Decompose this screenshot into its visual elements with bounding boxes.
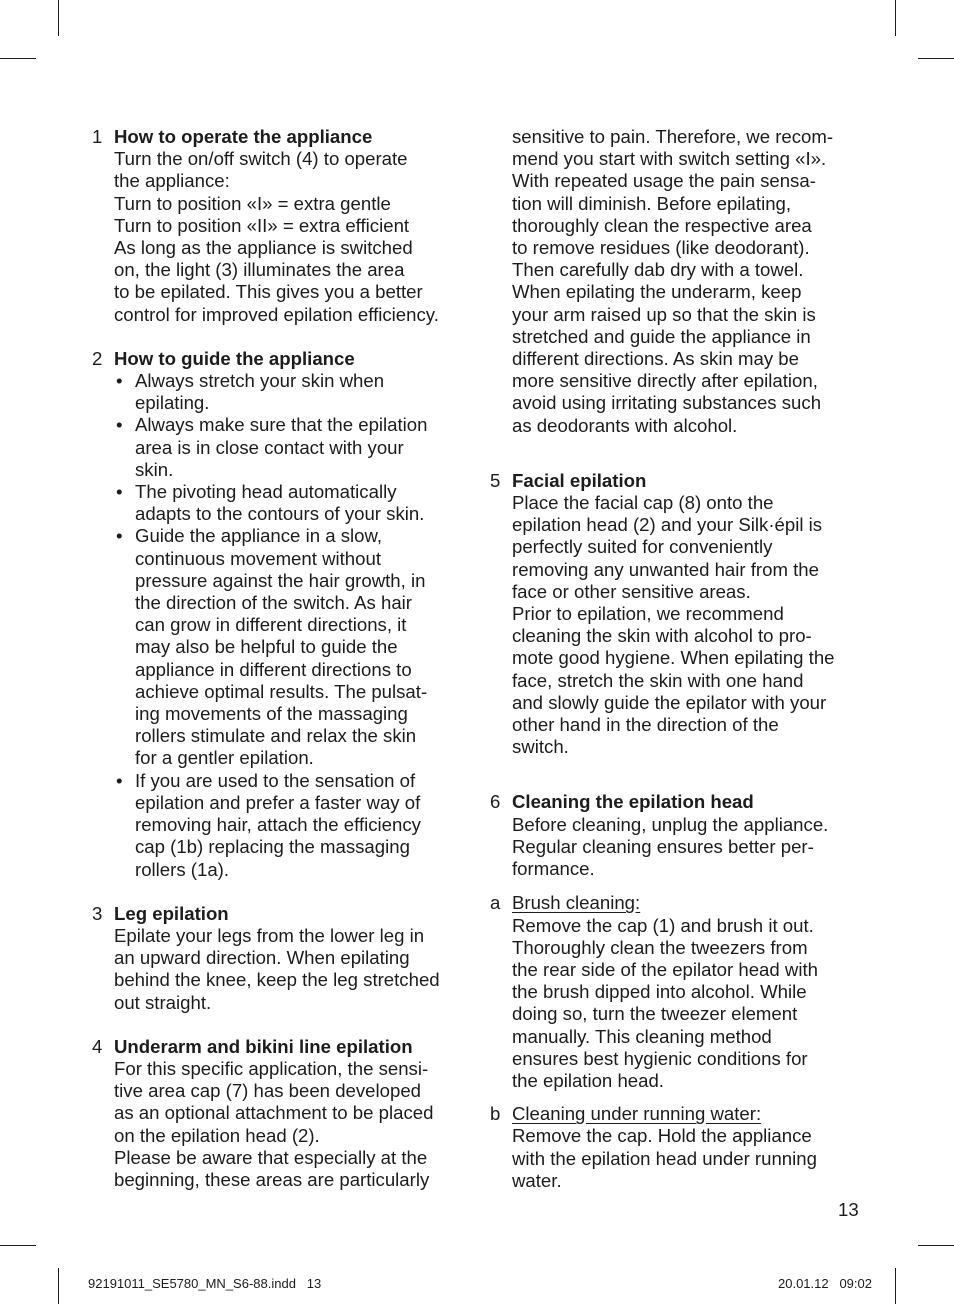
body-line: For this specific application, the sensi- — [114, 1057, 429, 1079]
bullet-icon: • — [116, 414, 123, 436]
body-line: removing any unwanted hair from the — [512, 558, 819, 580]
subsection-heading: Brush cleaning: — [512, 892, 641, 914]
section-facial — [490, 470, 870, 759]
body-line: removing hair, attach the efficiency — [135, 814, 421, 836]
section-number: 1 — [92, 126, 103, 147]
body-line: an upward direction. When epilating — [114, 947, 410, 969]
subsection-heading: Cleaning under running water: — [512, 1103, 762, 1125]
body-line: Place the facial cap (8) onto the — [512, 492, 774, 514]
body-line: cap (1b) replacing the massaging — [135, 836, 410, 858]
body-line: the appliance: — [114, 170, 230, 192]
crop-mark — [895, 0, 896, 36]
bullet-icon: • — [116, 370, 123, 392]
body-line: the brush dipped into alcohol. While — [512, 981, 807, 1003]
body-line: on the epilation head (2). — [114, 1124, 320, 1146]
subsection-letter: b — [490, 1103, 501, 1125]
section-title: Facial epilation — [512, 469, 647, 491]
crop-mark — [918, 58, 954, 59]
body-line: Always make sure that the epilation — [135, 414, 428, 436]
section-guide — [92, 348, 472, 881]
body-line: Thoroughly clean the tweezers from — [512, 936, 808, 958]
body-line: Epilate your legs from the lower leg in — [114, 924, 425, 946]
body-line: Turn to position «I» = extra gentle — [114, 192, 391, 214]
crop-mark — [918, 1245, 954, 1246]
body-line: continuous movement without — [135, 547, 381, 569]
body-line: to remove residues (like deodorant). — [512, 237, 810, 259]
body-line: thoroughly clean the respective area — [512, 214, 812, 236]
body-line: When epilating the underarm, keep — [512, 281, 802, 303]
bullet-icon: • — [116, 769, 123, 791]
body-line: Then carefully dab dry with a towel. — [512, 259, 804, 281]
bullet-icon: • — [116, 525, 123, 547]
section-number: 2 — [92, 347, 103, 369]
body-line: As long as the appliance is switched — [114, 237, 413, 259]
body-line: face or other sensitive areas. — [512, 580, 751, 602]
crop-mark — [58, 1268, 59, 1304]
body-line: may also be helpful to guide the — [135, 636, 398, 658]
body-line: cleaning the skin with alcohol to pro- — [512, 625, 812, 647]
body-line: achieve optimal results. The pulsat- — [135, 680, 428, 702]
crop-mark — [895, 1268, 896, 1304]
body-line: avoid using irritating substances such — [512, 392, 822, 414]
body-line: other hand in the direction of the — [512, 714, 779, 736]
body-line: epilation and prefer a faster way of — [135, 791, 421, 813]
body-line: adapts to the contours of your skin. — [135, 503, 425, 525]
body-line: and slowly guide the epilator with your — [512, 691, 827, 713]
body-line: manually. This cleaning method — [512, 1025, 772, 1047]
crop-mark — [0, 58, 36, 59]
body-line: different directions. As skin may be — [512, 348, 799, 370]
section-title: Cleaning the epilation head — [512, 791, 754, 813]
left-column — [92, 126, 472, 1191]
body-line: Before cleaning, unplug the appliance. — [512, 813, 829, 835]
body-line: Always stretch your skin when — [135, 370, 385, 392]
section-operate — [92, 126, 472, 326]
body-line: appliance in different directions to — [135, 658, 412, 680]
list-item — [114, 414, 472, 481]
body-line: behind the knee, keep the leg stretched — [114, 969, 440, 991]
section-number: 3 — [92, 902, 103, 924]
body-line: tion will diminish. Before epilating, — [512, 192, 792, 214]
page-number: 13 — [838, 1199, 859, 1220]
body-line: Remove the cap (1) and brush it out. — [512, 914, 814, 936]
body-line: the epilation head. — [512, 1069, 664, 1091]
body-line: mote good hygiene. When epilating the — [512, 647, 835, 669]
section-number: 4 — [92, 1035, 103, 1057]
body-line: to be epilated. This gives you a better — [114, 281, 423, 303]
section-title: Underarm and bikini line epilation — [114, 1035, 413, 1057]
body-line: skin. — [135, 458, 174, 480]
body-line: area is in close contact with your — [135, 436, 404, 458]
body-line: switch. — [512, 736, 569, 758]
body-line: control for improved epilation efficiency. — [114, 303, 439, 325]
body-line: pressure against the hair growth, in — [135, 569, 426, 591]
body-line: doing so, turn the tweezer element — [512, 1003, 798, 1025]
body-line: If you are used to the sensation of — [135, 769, 416, 791]
section-number: 5 — [490, 469, 501, 491]
body-line: rollers (1a). — [135, 858, 230, 880]
body-line: as an optional attachment to be placed — [114, 1102, 434, 1124]
body-line: Turn the on/off switch (4) to operate — [114, 148, 408, 170]
body-line: sensitive to pain. Therefore, we recom- — [512, 126, 834, 147]
body-line: rollers stimulate and relax the skin — [135, 725, 417, 747]
crop-mark — [58, 0, 59, 36]
right-column — [490, 126, 870, 1192]
footer-timestamp: 20.01.12 09:02 — [778, 1276, 872, 1291]
subsection-brush-cleaning — [490, 892, 870, 1092]
body-line: mend you start with switch setting «I». — [512, 148, 827, 170]
body-line: your arm raised up so that the skin is — [512, 303, 816, 325]
body-line: formance. — [512, 858, 595, 880]
body-line: The pivoting head automatically — [135, 481, 397, 503]
footer-filename: 92191011_SE5780_MN_S6-88.indd 13 — [88, 1276, 322, 1291]
body-line: Remove the cap. Hold the appliance — [512, 1125, 812, 1147]
body-line: face, stretch the skin with one hand — [512, 669, 804, 691]
subsection-running-water — [490, 1103, 870, 1192]
section-title: Leg epilation — [114, 902, 229, 924]
body-line: for a gentler epilation. — [135, 747, 314, 769]
body-line: epilation head (2) and your Silk·épil is — [512, 514, 823, 536]
section-title: How to guide the appliance — [114, 347, 355, 369]
section-cleaning — [490, 791, 870, 880]
body-line: more sensitive directly after epilation, — [512, 370, 818, 392]
list-item — [114, 481, 472, 525]
body-line: as deodorants with alcohol. — [512, 414, 738, 436]
body-line: beginning, these areas are particularly — [114, 1168, 430, 1190]
section-title: How to operate the appliance — [114, 126, 373, 147]
body-line: tive area cap (7) has been developed — [114, 1080, 422, 1102]
body-line: ensures best hygienic conditions for — [512, 1047, 808, 1069]
section-number: 6 — [490, 791, 501, 813]
body-line: Please be aware that especially at the — [114, 1146, 428, 1168]
body-line: on, the light (3) illuminates the area — [114, 259, 405, 281]
body-line: can grow in different directions, it — [135, 614, 407, 636]
body-line: perfectly suited for conveniently — [512, 536, 773, 558]
body-line: Prior to epilation, we recommend — [512, 603, 784, 625]
body-line: Regular cleaning ensures better per- — [512, 835, 814, 857]
bullet-list — [114, 370, 472, 881]
body-line: epilating. — [135, 392, 210, 414]
list-item — [114, 525, 472, 769]
list-item — [114, 370, 472, 414]
body-line: ing movements of the massaging — [135, 703, 408, 725]
body-line: water. — [512, 1169, 562, 1191]
body-line: the direction of the switch. As hair — [135, 592, 412, 614]
crop-mark — [0, 1245, 36, 1246]
body-line: the rear side of the epilator head with — [512, 958, 818, 980]
body-line: with the epilation head under running — [512, 1147, 817, 1169]
section-leg — [92, 903, 472, 1014]
body-line: Guide the appliance in a slow, — [135, 525, 383, 547]
subsection-letter: a — [490, 892, 501, 914]
body-line: stretched and guide the appliance in — [512, 325, 811, 347]
body-line: out straight. — [114, 991, 212, 1013]
bullet-icon: • — [116, 481, 123, 503]
body-line: Turn to position «II» = extra efficient — [114, 214, 410, 236]
list-item — [114, 770, 472, 881]
section-underarm — [92, 1036, 472, 1191]
section-continuation — [490, 126, 870, 437]
body-line: With repeated usage the pain sensa- — [512, 170, 816, 192]
